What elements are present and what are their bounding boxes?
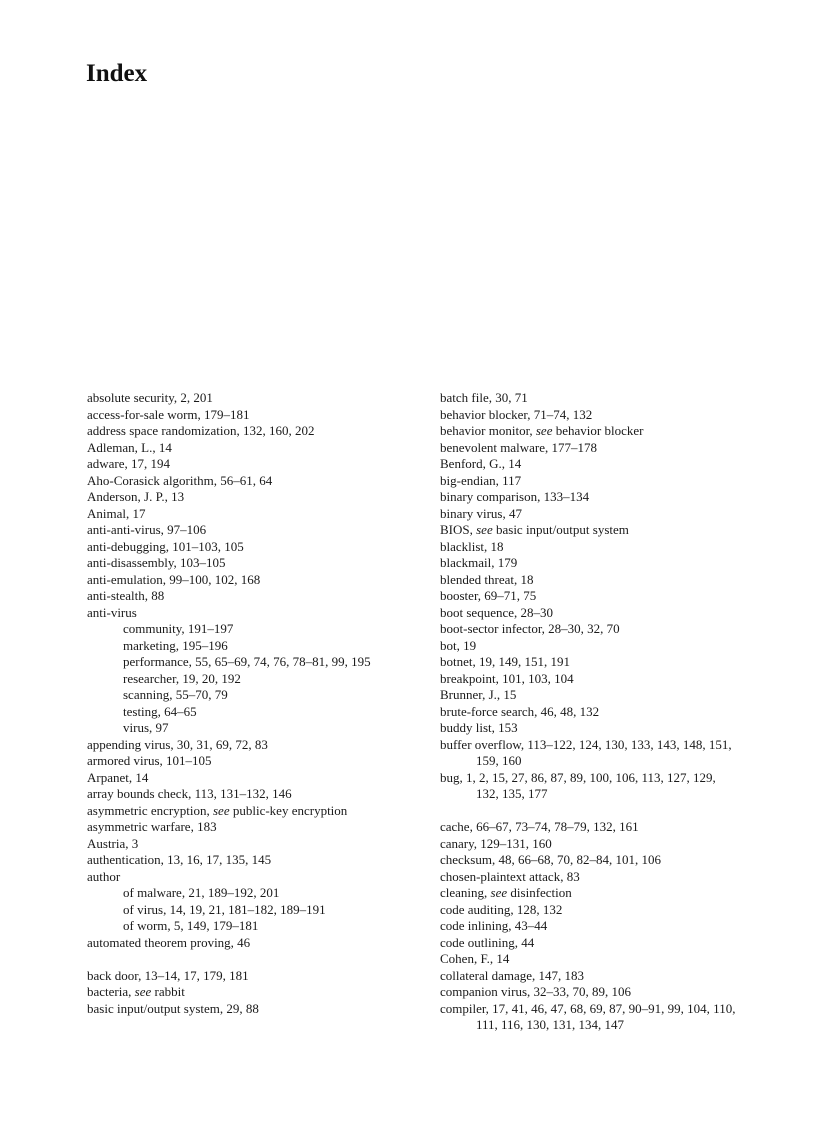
index-entry: [87, 770, 407, 787]
index-entry: [87, 407, 407, 424]
index-entry-text: BIOS,: [440, 522, 473, 537]
index-entry-text: Brunner, J., 15: [440, 687, 517, 702]
index-entry: [440, 407, 740, 424]
index-entry: [440, 555, 740, 572]
index-entry-text: asymmetric warfare, 183: [87, 819, 217, 834]
index-entry-text: anti-anti-virus, 97–106: [87, 522, 207, 537]
index-entry-text: anti-emulation, 99–100, 102, 168: [87, 571, 261, 587]
index-entry: [87, 1001, 407, 1018]
page-title: Index: [86, 60, 148, 87]
index-entry: [87, 539, 407, 556]
index-entry-text: virus, 97: [123, 720, 169, 735]
index-subentry: [87, 654, 407, 671]
index-entry: [87, 786, 407, 803]
index-entry-text: buddy list, 153: [440, 720, 518, 735]
index-entry-text: big-endian, 117: [440, 472, 522, 488]
index-subentry: [87, 720, 407, 737]
index-entry: [87, 935, 407, 952]
index-entry-text: companion virus, 32–33, 70, 89, 106: [440, 984, 632, 999]
index-entry: [440, 836, 740, 853]
index-entry-text: Animal, 17: [87, 505, 146, 521]
index-entry-text: access-for-sale worm, 179–181: [87, 406, 250, 422]
index-entry-text: marketing, 195–196: [123, 637, 228, 653]
index-entry-text: botnet, 19, 149, 151, 191: [440, 654, 570, 669]
index-entry: [87, 440, 407, 457]
index-entry: [87, 605, 407, 622]
index-entry: [87, 737, 407, 754]
index-entry-text: binary virus, 47: [440, 505, 522, 521]
index-subentry: [87, 918, 407, 935]
index-subentry: [87, 638, 407, 655]
index-entry-text: boot-sector infector, 28–30, 32, 70: [440, 621, 620, 636]
index-subentry: [87, 687, 407, 704]
index-entry-text: brute-force search, 46, 48, 132: [440, 703, 600, 719]
index-entry-text: testing, 64–65: [123, 703, 197, 719]
index-entry: [87, 423, 407, 440]
index-subentry: [87, 885, 407, 902]
see-reference: see: [213, 802, 230, 818]
index-entry: [87, 968, 407, 985]
index-entry-text: behavior blocker, 71–74, 132: [440, 406, 593, 422]
index-entry: [87, 984, 407, 1001]
index-entry-text: checksum, 48, 66–68, 70, 82–84, 101, 106: [440, 852, 661, 867]
index-entry: [87, 852, 407, 869]
index-entry-text: adware, 17, 194: [87, 456, 171, 471]
see-reference: see: [134, 984, 152, 999]
index-entry-text: of malware, 21, 189–192, 201: [123, 885, 280, 900]
index-column-right: [440, 390, 740, 1034]
index-entry: [440, 522, 740, 539]
index-entry: [87, 456, 407, 473]
index-entry-text: cache, 66–67, 73–74, 78–79, 132, 161: [440, 819, 639, 834]
index-entry: [87, 869, 407, 886]
index-entry: [440, 951, 740, 968]
index-entry-text: cleaning,: [440, 885, 488, 900]
index-entry-text: absolute security, 2, 201: [87, 390, 213, 405]
index-entry: [440, 687, 740, 704]
index-entry-text: Anderson, J. P., 13: [87, 489, 185, 504]
index-entry-text: Austria, 3: [87, 835, 139, 851]
index-entry-text: community, 191–197: [123, 621, 234, 636]
index-subentry: [87, 902, 407, 919]
index-entry: [440, 572, 740, 589]
index-entry: [440, 704, 740, 721]
index-entry-text: batch file, 30, 71: [440, 390, 528, 405]
index-entry: [87, 506, 407, 523]
index-entry: [440, 819, 740, 836]
index-entry-text: back door, 13–14, 17, 179, 181: [87, 967, 249, 983]
index-entry: [440, 621, 740, 638]
index-entry: [87, 572, 407, 589]
index-entry-text: Arpanet, 14: [87, 769, 149, 785]
index-entry: [440, 506, 740, 523]
index-entry-text: Cohen, F., 14: [440, 951, 510, 966]
index-entry: [440, 638, 740, 655]
index-subentry: [87, 621, 407, 638]
index-entry-text: bot, 19: [440, 637, 477, 653]
index-entry: [440, 440, 740, 457]
index-entry-text: canary, 129–131, 160: [440, 835, 552, 851]
index-entry-text: address space randomization, 132, 160, 202: [87, 423, 315, 438]
index-entry: [440, 473, 740, 490]
index-entry: [87, 803, 407, 820]
index-entry-text: buffer overflow, 113–122, 124, 130, 133, 143, 148, 151, 159, 160: [440, 736, 732, 768]
index-entry: [440, 654, 740, 671]
index-entry-text: author: [87, 868, 121, 884]
index-entry-text: bacteria,: [87, 984, 132, 999]
index-entry-text: researcher, 19, 20, 192: [123, 670, 241, 686]
index-entry: [87, 836, 407, 853]
index-entry-text: Adleman, L., 14: [87, 439, 172, 455]
index-entry-text: booster, 69–71, 75: [440, 588, 537, 603]
index-entry-text: asymmetric encryption,: [87, 802, 210, 818]
index-entry-text: bug, 1, 2, 15, 27, 86, 87, 89, 100, 106, 113, 127, 129, 132, 135, 177: [440, 769, 716, 801]
index-entry-text: performance, 55, 65–69, 74, 76, 78–81, 99, 195: [123, 654, 371, 669]
index-entry-text: of worm, 5, 149, 179–181: [123, 918, 259, 933]
index-entry: [440, 489, 740, 506]
index-entry-text: blacklist, 18: [440, 538, 504, 554]
index-entry: [87, 390, 407, 407]
index-entry-text: code auditing, 128, 132: [440, 901, 563, 917]
index-entry: [440, 902, 740, 919]
index-entry: [87, 753, 407, 770]
index-entry-text: collateral damage, 147, 183: [440, 967, 585, 983]
index-entry-text: scanning, 55–70, 79: [123, 687, 228, 702]
index-entry: [440, 671, 740, 688]
index-entry-text: benevolent malware, 177–178: [440, 439, 598, 455]
index-column-left: [87, 390, 407, 1017]
index-entry-text: anti-debugging, 101–103, 105: [87, 538, 244, 554]
see-target: basic input/output system: [495, 522, 629, 537]
index-entry: [440, 935, 740, 952]
index-entry: [440, 720, 740, 737]
index-entry: [440, 885, 740, 902]
index-entry-text: array bounds check, 113, 131–132, 146: [87, 786, 292, 801]
index-entry: [87, 555, 407, 572]
letter-group-gap: [87, 951, 407, 968]
index-subentry: [87, 704, 407, 721]
see-target: behavior blocker: [555, 423, 644, 438]
index-entry: [440, 869, 740, 886]
index-entry-text: breakpoint, 101, 103, 104: [440, 670, 574, 686]
index-subentry: [87, 671, 407, 688]
index-entry-text: anti-disassembly, 103–105: [87, 555, 226, 570]
index-entry-text: armored virus, 101–105: [87, 753, 212, 768]
index-entry: [87, 473, 407, 490]
see-reference: see: [490, 885, 508, 900]
index-entry: [87, 522, 407, 539]
index-entry-text: basic input/output system, 29, 88: [87, 1000, 259, 1016]
index-entry-text: appending virus, 30, 31, 69, 72, 83: [87, 736, 268, 752]
index-entry: [440, 918, 740, 935]
index-entry: [440, 605, 740, 622]
index-entry: [440, 423, 740, 440]
index-entry-text: Benford, G., 14: [440, 456, 522, 471]
see-target: rabbit: [154, 984, 185, 999]
index-entry-text: of virus, 14, 19, 21, 181–182, 189–191: [123, 901, 326, 917]
index-entry-text: behavior monitor,: [440, 423, 533, 438]
index-entry-text: chosen-plaintext attack, 83: [440, 868, 580, 884]
index-entry-text: automated theorem proving, 46: [87, 934, 251, 950]
index-entry: [440, 968, 740, 985]
letter-group-gap: [440, 803, 740, 820]
index-entry: [440, 456, 740, 473]
index-entry-text: anti-stealth, 88: [87, 588, 165, 603]
index-entry-text: compiler, 17, 41, 46, 47, 68, 69, 87, 90–91, 99, 104, 110, 111, 116, 130, 131, 134, 147: [440, 1000, 736, 1032]
index-entry-text: anti-virus: [87, 604, 137, 620]
index-entry: [440, 984, 740, 1001]
index-entry: [440, 737, 740, 770]
index-entry-text: Aho-Corasick algorithm, 56–61, 64: [87, 472, 273, 488]
index-entry: [440, 770, 740, 803]
index-entry-text: binary comparison, 133–134: [440, 489, 590, 504]
index-entry-text: blended threat, 18: [440, 571, 534, 587]
see-target: disinfection: [510, 885, 572, 900]
index-entry: [87, 588, 407, 605]
index-entry: [440, 539, 740, 556]
see-target: public-key encryption: [232, 802, 348, 818]
index-entry: [440, 1001, 740, 1034]
index-entry-text: authentication, 13, 16, 17, 135, 145: [87, 852, 272, 867]
index-entry-text: boot sequence, 28–30: [440, 604, 554, 620]
index-entry-text: code inlining, 43–44: [440, 918, 548, 933]
index-entry: [87, 819, 407, 836]
see-reference: see: [476, 522, 493, 537]
index-entry: [440, 588, 740, 605]
index-entry-text: blackmail, 179: [440, 555, 518, 570]
index-entry: [440, 852, 740, 869]
see-reference: see: [535, 423, 553, 438]
index-entry-text: code outlining, 44: [440, 934, 535, 950]
index-entry: [87, 489, 407, 506]
index-entry: [440, 390, 740, 407]
